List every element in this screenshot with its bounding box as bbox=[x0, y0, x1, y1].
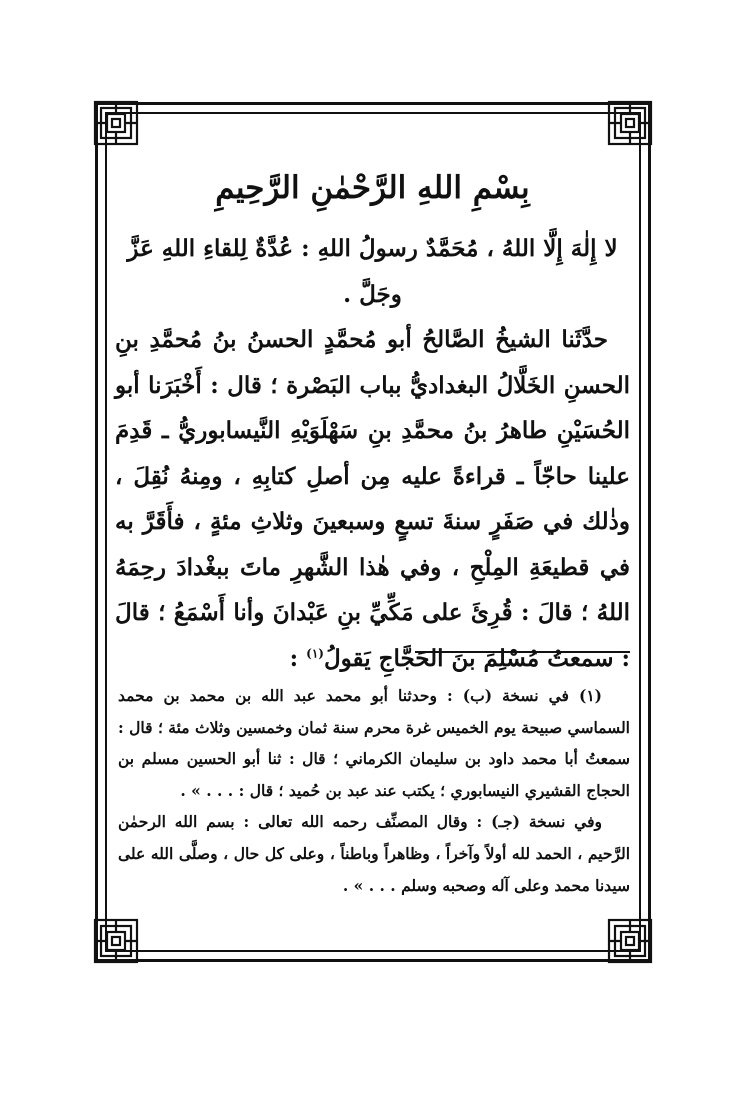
isnad-text: حدَّثَنا الشيخُ الصَّالحُ أبو مُحمَّدٍ الحسنُ بنُ مُحمَّدِ بنِ الحسنِ الخَلَّالُ البغداديُّ بباب البَصْرة ؛ قال : أَخْبَرَنا أبو الحُسَيْنِ طاهرُ بنُ محمَّدِ بنِ سَهْلَوَيْهِ النَّيسابوريُّ ـ قَدِمَ علينا حاجّاً ـ قراءةً عليه مِن أصلِ كتابِهِ ، ومِنهُ نُقِلَ ، وذٰلك في صَفَرٍ سنةَ تسعٍ وسبعينَ وثلاثِ مئةٍ ، فأَقَرَّ به في قطيعَةِ المِلْحِ ، وفي هٰذا الشَّهرِ ماتَ ببغْدادَ رحِمَهُ اللهُ ؛ قالَ : قُرِئَ على مَكِّيِّ بنِ عَبْدانَ وأنا أَسْمَعُ ؛ قالَ : سمعتُ مُسْلِمَ بنَ الحَجَّاجِ يَقولُ bbox=[115, 326, 630, 672]
footnote-separator bbox=[415, 651, 630, 653]
footnote-1-variant-j: وفي نسخة (جـ) : وقال المصنِّف رحمه الله تعالى : بسم الله الرحمٰن الرَّحيم ، الحمد لله أولاً وآخراً ، وظاهراً وباطناً ، وعلى كل حال ، وصلَّى الله على سيدنا محمد وعلى آله وصحبه وسلم . . . » . bbox=[118, 812, 630, 895]
corner-ornament-icon bbox=[607, 100, 653, 146]
isnad-colon: : bbox=[289, 644, 307, 672]
corner-ornament-icon bbox=[93, 918, 139, 964]
body-text bbox=[115, 226, 630, 681]
corner-ornament-icon bbox=[607, 918, 653, 964]
shahada-line: لا إِلٰهَ إِلَّا اللهُ ، مُحَمَّدٌ رسولُ اللهِ : عُدَّةٌ لِلقاءِ اللهِ عَزَّ وجَلَّ . bbox=[127, 235, 618, 308]
isnad-paragraph bbox=[115, 317, 630, 681]
footnotes bbox=[118, 680, 630, 901]
corner-ornament-icon bbox=[93, 100, 139, 146]
footnote-reference[interactable]: (١) bbox=[306, 645, 324, 660]
basmala-heading: بِسْمِ اللهِ الرَّحْمٰنِ الرَّحِيمِ bbox=[215, 170, 530, 206]
main-content bbox=[115, 170, 630, 681]
footnote-1-variant-b: (١) في نسخة (ب) : وحدثنا أبو محمد عبد الله بن محمد بن محمد السماسي صبيحة يوم الخميس غرة محرم سنة ثمان وخمسين وثلاث مئة ؛ قال : سمعتُ أبا محمد داود بن سليمان الكرماني ؛ قال : ثنا أبو الحسين مسلم بن الحجاج القشيري النيسابوري ؛ يكتب عند عبد بن حُميد ؛ قال : . . . » . bbox=[118, 686, 630, 800]
